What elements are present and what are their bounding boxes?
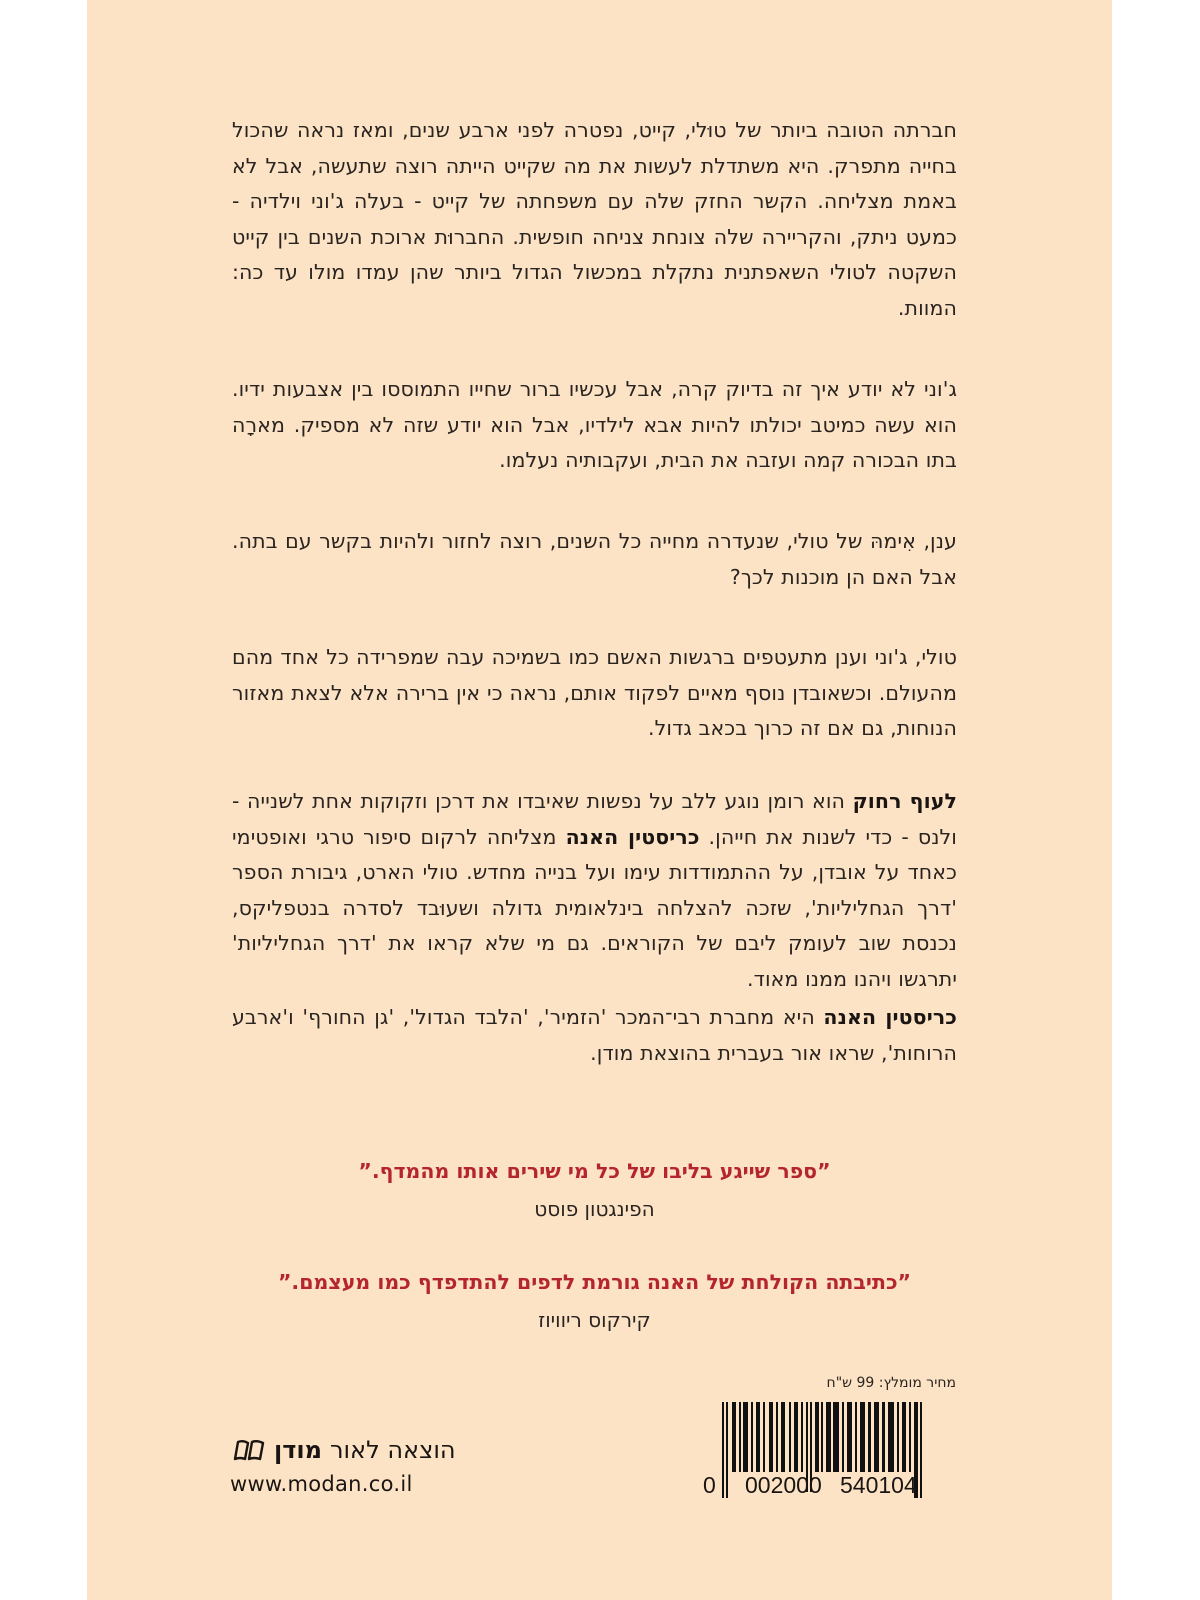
synopsis-text: טולי, ג'וני וענן מתעטפים ברגשות האשם כמו בשמיכה עבה שמפרידה כל אחד מהם מהעולם. וכשאובדן נוסף מאיים לפקוד אותם, נראה כי אין ברירה אלא לצאת מאזור הנוחות, גם אם זה כרוך בכאב גדול. (232, 645, 957, 740)
synopsis-paragraph-3 (232, 524, 957, 595)
author-name: כריסטין האנה (565, 824, 700, 849)
author-name: כריסטין האנה (823, 1005, 957, 1029)
publisher-logo (232, 1436, 456, 1464)
barcode-digits-left: 002000 (745, 1472, 822, 1498)
barcode-digit-first: 0 (703, 1472, 716, 1498)
synopsis-paragraph-4 (232, 640, 957, 747)
quote-source: קירקוס ריוויוז (538, 1308, 651, 1332)
review-quote-2 (232, 1266, 957, 1336)
synopsis-text: ענן, אִימהּ של טולי, שנעדרה מחייה כל השנים, רוצה לחזור ולהיות בקשר עם בתה. אבל האם הן מוכנות לכך? (232, 529, 957, 589)
quote-source: הפינגטון פוסט (534, 1197, 655, 1221)
synopsis-paragraph-2 (232, 372, 957, 479)
review-quote-1 (232, 1155, 957, 1225)
publisher-name: מודן (274, 1436, 322, 1464)
modan-book-logo-icon (232, 1439, 266, 1461)
synopsis-text-a: הוא רומן נוגע ללב על נפשות שאיבדו את דרכן וזקוקות אחת לשנייה - ולנס - כדי לשנות את חייהן. (232, 789, 957, 849)
author-bio-body: היא מחברת רבי־המכר 'הזמיר', 'הלבד הגדול', 'גן החורף' ו'ארבע הרוחות', שראו אור בעברית בהוצאת מודן. (232, 1005, 957, 1065)
author-bio (232, 1000, 957, 1071)
book-title: לעוף רחוק (852, 789, 957, 813)
publisher-tagline: הוצאה לאור (329, 1436, 456, 1464)
quote-text: ”כתיבתה הקולחת של האנה גורמת לדפים להתדפדף כמו מעצמם.” (277, 1270, 912, 1294)
synopsis-text-b: מצליחה לרקום סיפור טרגי ואופטימי כאחד על אובדן, על ההתמודדות עימו ועל בנייה מחדש. טולי הארט, גיבורת הספר 'דרך הגחליליות', שזכה להצלחה בינלאומית גדולה ושעוּבד לסדרה בנטפליקס, נכנסת שוב לעומק ליבם של הקוראים. גם מי שלא קראו את 'דרך הגחליליות' יתרגשו ויהנו ממנו מאוד. (232, 824, 957, 991)
quote-text: ”ספר שייגע בליבו של כל מי שירים אותו מהמדף.” (358, 1159, 831, 1183)
synopsis-text: ג'וני לא יודע איך זה בדיוק קרה, אבל עכשיו ברור שחייו התמוססו בין אצבעות ידיו. הוא עשה כמיטב יכולתו להיות אבא לילדיו, אבל הוא יודע שזה לא מספיק. מארָה בתו הבכורה קמה ועזבה את הבית, ועקבותיה נעלמו. (232, 377, 957, 472)
publisher-website[interactable]: www.modan.co.il (230, 1472, 413, 1496)
author-bio-text (232, 1000, 957, 1071)
barcode-digits-right: 540104 (840, 1472, 917, 1498)
synopsis-paragraph-5 (232, 784, 957, 997)
synopsis-text: חברתה הטובה ביותר של טוּלי, קייט, נפטרה לפני ארבע שנים, ומאז נראה שהכול בחייה מתפרק. היא משתדלת לעשות את מה שקייט הייתה רוצה שתעשה, אבל לא באמת מצליחה. הקשר החזק שלה עם משפחתה של קייט - בעלה ג'וני וילדיה - כמעט ניתק, והקריירה שלה צונחת צניחה חופשית. החברוּת ארוכת השנים בין קייט השקטה לטולי השאפתנית נתקלת במכשול הגדול ביותר שהן עמדו מולו עד כה: המוות. (232, 118, 957, 320)
synopsis-text (232, 784, 957, 997)
recommended-price: מחיר מומלץ: 99 ש"ח (826, 1375, 956, 1391)
synopsis-paragraph-1 (232, 113, 957, 326)
